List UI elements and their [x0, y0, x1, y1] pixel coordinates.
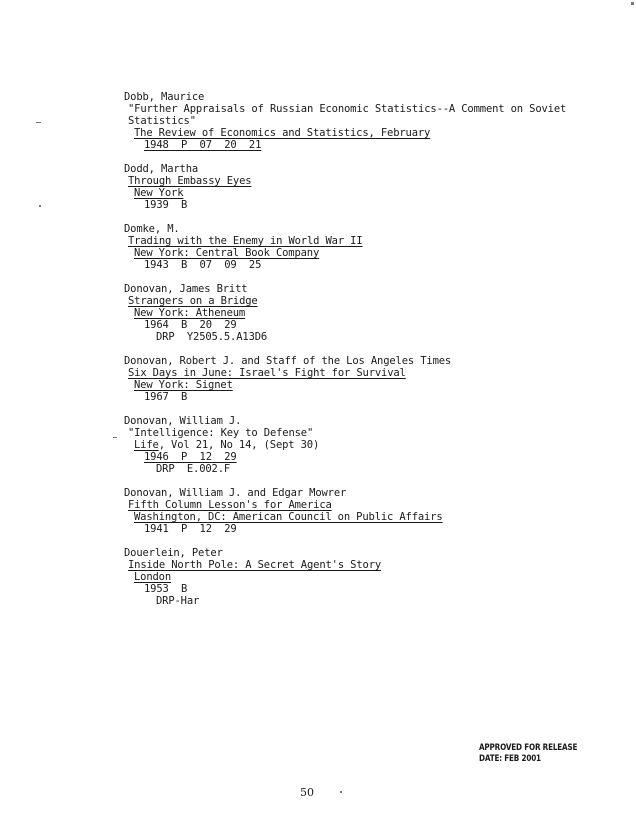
bibliography-entry: [124, 547, 594, 607]
entry-title: Six Days in June: Israel's Fight for Survival: [128, 367, 406, 379]
release-stamp: [479, 743, 577, 765]
release-stamp-date: DATE: FEB 2001: [479, 754, 541, 764]
bibliography-entry: [124, 223, 594, 271]
entry-call-number: DRP E.002.F: [156, 463, 231, 475]
entry-place: London: [134, 571, 172, 583]
entry-source: The Review of Economics and Statistics, February: [134, 127, 431, 139]
page-number: 50: [300, 786, 314, 799]
entry-year-line: 1953 B: [144, 583, 188, 595]
bibliography-entry: [124, 91, 594, 151]
entry-year-line: 1941 P 12 29: [144, 523, 237, 535]
bibliography-entry: [124, 163, 594, 211]
scan-speck: [631, 2, 634, 5]
entry-author: Donovan, Robert J. and Staff of the Los Angeles Times: [124, 355, 452, 367]
entry-author: Douerlein, Peter: [124, 547, 223, 559]
bibliography-entry: [124, 415, 594, 475]
entry-place: Washington, DC: American Council on Public Affairs: [134, 511, 443, 523]
entry-source: [124, 439, 594, 451]
scan-speck: [340, 791, 342, 793]
entry-author: Dobb, Maurice: [124, 91, 205, 103]
bibliography-entry: [124, 487, 594, 535]
entry-author: Dodd, Martha: [124, 163, 199, 175]
entry-source-title: Life: [134, 439, 159, 451]
entry-author: Domke, M.: [124, 223, 180, 235]
entry-place: New York: [134, 187, 184, 199]
scan-speck: [39, 205, 41, 207]
bibliography-list: [124, 91, 594, 619]
entry-year-line: 1964 B 20 29: [144, 319, 237, 331]
entry-source-details: , Vol 21, No 14, (Sept 30): [158, 439, 320, 451]
entry-author: Donovan, James Britt: [124, 283, 248, 295]
entry-author: Donovan, William J. and Edgar Mowrer: [124, 487, 347, 499]
entry-title: Fifth Column Lesson's for America: [128, 499, 332, 511]
entry-author: Donovan, William J.: [124, 415, 242, 427]
entry-place: New York: Signet: [134, 379, 233, 391]
entry-call-number: DRP Y2505.5.A13D6: [156, 331, 268, 343]
bibliography-entry: [124, 283, 594, 343]
entry-article-title: "Further Appraisals of Russian Economic Statistics--A Comment on Soviet: [128, 103, 567, 115]
entry-title: Through Embassy Eyes: [128, 175, 252, 187]
entry-article-title: "Intelligence: Key to Defense": [128, 427, 314, 439]
entry-article-title-cont: Statistics": [128, 115, 196, 127]
entry-year-line: 1967 B: [144, 391, 188, 403]
entry-title: Trading with the Enemy in World War II: [128, 235, 363, 247]
bibliography-entry: [124, 355, 594, 403]
entry-place: New York: Central Book Company: [134, 247, 320, 259]
entry-year-line: 1943 B 07 09 25: [144, 259, 262, 271]
scan-speck: [36, 122, 41, 123]
entry-title: Inside North Pole: A Secret Agent's Story: [128, 559, 382, 571]
entry-year-line: 1939 B: [144, 199, 188, 211]
entry-place: New York: Atheneum: [134, 307, 246, 319]
entry-year-line: 1948 P 07 20 21: [144, 139, 262, 151]
entry-year-line: 1946 P 12 29: [144, 451, 237, 463]
entry-title: Strangers on a Bridge: [128, 295, 258, 307]
release-stamp-line: APPROVED FOR RELEASE: [479, 743, 578, 753]
entry-call-number: DRP-Har: [156, 595, 200, 607]
scan-speck: [113, 437, 117, 438]
